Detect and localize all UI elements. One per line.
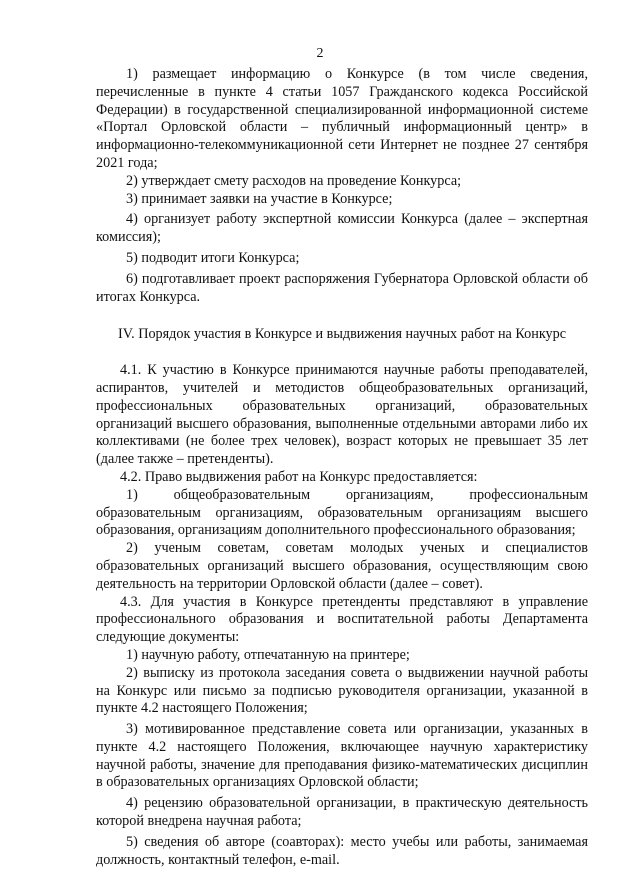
list-item: 4) организует работу экспертной комиссии Конкурса (далее – экспертная комиссия); — [96, 211, 588, 246]
list-item: 3) принимает заявки на участие в Конкурсе; — [126, 190, 393, 207]
list-item: 5) подводит итоги Конкурса; — [126, 249, 300, 266]
document-body — [96, 66, 588, 869]
list-item: 2) ученым советам, советам молодых ученых и специалистов образовательных организаций высшего образования, осуществляющим свою деятельность на территории Орловской области (далее – совет). — [96, 540, 588, 592]
paragraph-4-3: 4.3. Для участия в Конкурсе претенденты представляют в управление профессионального образования и воспитательной работы Департамента следующие документы: — [96, 593, 588, 646]
list-item: 5) сведения об авторе (соавторах): место учебы или работы, занимаемая должность, контактный телефон, e-mail. — [96, 833, 588, 868]
paragraph-4-2: 4.2. Право выдвижения работ на Конкурс предоставляется: — [120, 468, 478, 485]
list-item: 1) научную работу, отпечатанную на принтере; — [126, 646, 410, 663]
paragraph-4-1: 4.1. К участию в Конкурсе принимаются научные работы преподавателей, аспирантов, учителей и методистов общеобразовательных организаций, профессиональных образовательных организаций, образовательных организаций высшего образования, выполненные отдельными авторами либо их коллективами (не более трех человек), возраст которых не превышает 35 лет (далее также – претенденты). — [96, 362, 588, 468]
section-heading: IV. Порядок участия в Конкурсе и выдвижения научных работ на Конкурс — [117, 326, 567, 343]
list-item: 1) общеобразовательным организациям, профессиональным образовательным организациям, образовательным организациям высшего образования, организациям дополнительного профессионального образования; — [96, 486, 588, 539]
list-item: 1) размещает информацию о Конкурсе (в том числе сведения, перечисленные в пункте 4 статьи 1057 Гражданского кодекса Российской Федерации) в государственной специализированной информационной системе «Портал Орловской области – публичный информационный центр» в информационно-телекоммуникационной сети Интернет не позднее 27 сентября 2021 года; — [96, 66, 588, 171]
list-item: 2) утверждает смету расходов на проведение Конкурса; — [126, 172, 462, 189]
list-item: 3) мотивированное представление совета или организации, указанных в пункте 4.2 настоящего Положения, включающее научную характеристику научной работы, значение для преподавания физико-математических дисциплин в образовательных организациях Орловской области; — [96, 721, 588, 791]
list-item: 2) выписку из протокола заседания совета о выдвижении научной работы на Конкурс или письмо за подписью руководителя организации, указанной в пункте 4.2 настоящего Положения; — [96, 664, 588, 717]
list-item: 4) рецензию образовательной организации, в практическую деятельность которой внедрена научная работа; — [96, 795, 588, 830]
page-number: 2 — [316, 46, 324, 61]
list-item: 6) подготавливает проект распоряжения Губернатора Орловской области об итогах Конкурса. — [96, 270, 588, 305]
